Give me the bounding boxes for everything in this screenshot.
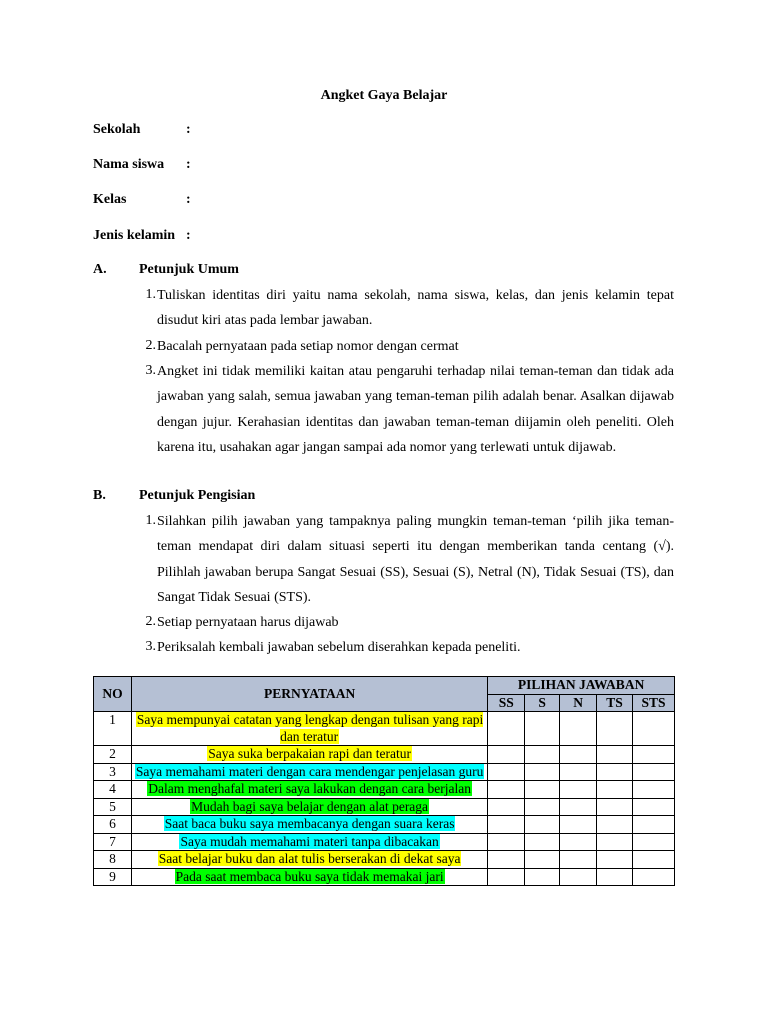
table-row [94,816,675,834]
table-row [94,851,675,869]
section-a-heading [93,262,239,278]
table-row [94,781,675,799]
identity-class [93,192,191,208]
answer-cell-ss[interactable] [488,851,525,869]
answer-cell-n[interactable] [560,833,597,851]
answer-cell-sts[interactable] [632,868,674,886]
answer-cell-ss[interactable] [488,833,525,851]
answer-cell-n[interactable] [560,763,597,781]
statement-text: Mudah bagi saya belajar dengan alat peraga [191,798,429,814]
answer-cell-ts[interactable] [597,746,633,764]
row-number: 5 [94,798,132,816]
row-number: 8 [94,851,132,869]
answer-cell-s[interactable] [525,763,560,781]
section-letter: A. [93,262,107,277]
row-statement [131,712,487,746]
section-title: Petunjuk Pengisian [139,488,256,503]
identity-label: Nama siswa [93,157,165,172]
statement-text: Dalam menghafal materi saya lakukan dengan cara berjalan [148,781,471,796]
answer-cell-sts[interactable] [632,798,674,816]
answer-cell-sts[interactable] [632,833,674,851]
answer-cell-ts[interactable] [597,798,633,816]
header-choice-ss: SS [488,694,525,712]
answer-cell-ts[interactable] [597,763,633,781]
header-choice-s: S [525,694,560,712]
table-row [94,746,675,764]
answer-cell-n[interactable] [560,868,597,886]
statement-text: Saya suka berpakaian rapi dan teratur [208,746,411,761]
item-number: 1. [145,287,156,302]
item-number: 2. [145,614,156,629]
item-text: Silahkan pilih jawaban yang tampaknya paling mungkin teman-teman ‘pilih jika teman-teman mendapat diri dalam situasi seperti itu dengan memberikan tanda centang (√). Pilihlah jawaban berupa Sangat Sesuai (SS), Sesuai (S), Netral (N), Tidak Sesuai (TS), dan Sangat Tidak Sesuai (STS). [157,514,674,605]
answer-cell-s[interactable] [525,712,560,746]
table-row [94,798,675,816]
row-number: 9 [94,868,132,886]
header-statement: PERNYATAAN [131,677,487,712]
identity-name [93,157,191,173]
answer-cell-n[interactable] [560,746,597,764]
item-number: 3. [145,363,156,378]
answer-cell-s[interactable] [525,868,560,886]
statement-text: Saya mempunyai catatan yang lengkap dengan tulisan yang rapi dan teratur [136,712,484,744]
row-statement [131,746,487,764]
row-statement [131,833,487,851]
identity-gender [93,228,191,244]
answer-cell-ss[interactable] [488,868,525,886]
row-number: 2 [94,746,132,764]
answer-cell-n[interactable] [560,816,597,834]
header-choice-ts: TS [597,694,633,712]
table-row [94,763,675,781]
item-text: Bacalah pernyataan pada setiap nomor dengan cermat [157,339,459,354]
identity-colon: : [186,192,191,207]
section-letter: B. [93,488,106,503]
identity-label: Kelas [93,192,127,207]
answer-cell-ts[interactable] [597,816,633,834]
answer-cell-ts[interactable] [597,868,633,886]
identity-label: Sekolah [93,122,141,137]
answer-cell-s[interactable] [525,833,560,851]
row-statement [131,868,487,886]
row-statement [131,798,487,816]
answer-cell-ts[interactable] [597,781,633,799]
row-number: 7 [94,833,132,851]
header-choices: PILIHAN JAWABAN [488,677,675,695]
row-statement [131,816,487,834]
answer-cell-s[interactable] [525,781,560,799]
row-number: 1 [94,712,132,746]
identity-label: Jenis kelamin [93,228,176,243]
page-title: Angket Gaya Belajar [320,88,448,103]
answer-cell-ss[interactable] [488,746,525,764]
answer-cell-n[interactable] [560,798,597,816]
answer-cell-sts[interactable] [632,781,674,799]
section-b-heading [93,488,255,504]
answer-cell-sts[interactable] [632,746,674,764]
table-row [94,833,675,851]
item-text: Periksalah kembali jawaban sebelum diserahkan kepada peneliti. [157,640,521,655]
table-row [94,712,675,746]
header-no: NO [94,677,132,712]
header-choice-n: N [560,694,597,712]
identity-colon: : [186,157,191,172]
identity-colon: : [186,122,191,137]
statement-text: Pada saat membaca buku saya tidak memakai jari [175,868,444,884]
answer-cell-sts[interactable] [632,816,674,834]
answer-cell-s[interactable] [525,746,560,764]
answer-cell-sts[interactable] [632,712,674,746]
item-text: Tuliskan identitas diri yaitu nama sekolah, nama siswa, kelas, dan jenis kelamin tepat disudut kiri atas pada lembar jawaban. [157,288,674,329]
row-statement [131,851,487,869]
row-number: 3 [94,763,132,781]
row-number: 6 [94,816,132,834]
answer-cell-n[interactable] [560,851,597,869]
answer-cell-ts[interactable] [597,712,633,746]
item-text: Setiap pernyataan harus dijawab [157,615,339,630]
row-statement [131,763,487,781]
statement-text: Saya memahami materi dengan cara mendengar penjelasan guru [135,763,484,779]
statement-text: Saat baca buku saya membacanya dengan suara keras [164,816,455,831]
statement-text: Saat belajar buku dan alat tulis berserakan di dekat saya [158,851,461,866]
answer-cell-ts[interactable] [597,851,633,869]
answer-cell-s[interactable] [525,798,560,816]
section-title: Petunjuk Umum [139,262,239,277]
row-number: 4 [94,781,132,799]
answer-cell-n[interactable] [560,781,597,799]
answer-cell-sts[interactable] [632,851,674,869]
row-statement [131,781,487,799]
answer-cell-ss[interactable] [488,763,525,781]
header-choice-sts: STS [632,694,674,712]
item-number: 2. [145,338,156,353]
questionnaire-table [93,676,675,886]
answer-cell-ss[interactable] [488,798,525,816]
answer-cell-s[interactable] [525,851,560,869]
identity-school [93,122,191,138]
answer-cell-s[interactable] [525,816,560,834]
statement-text: Saya mudah memahami materi tanpa dibacakan [180,833,439,849]
answer-cell-n[interactable] [560,712,597,746]
item-number: 1. [145,513,156,528]
table-row [94,868,675,886]
answer-cell-ts[interactable] [597,833,633,851]
identity-colon: : [186,228,191,243]
answer-cell-sts[interactable] [632,763,674,781]
item-text: Angket ini tidak memiliki kaitan atau pengaruhi terhadap nilai teman-teman dan tidak ada jawaban yang salah, semua jawaban yang teman-teman pilih adalah benar. Asalkan dijawab dengan jujur. Kerahasian identitas dan jawaban teman-teman diijamin oleh peneliti. Oleh karena itu, usahakan agar jangan sampai ada nomor yang terlewati untuk dijawab. [157,364,674,455]
answer-cell-ss[interactable] [488,816,525,834]
item-number: 3. [145,639,156,654]
answer-cell-ss[interactable] [488,781,525,799]
answer-cell-ss[interactable] [488,712,525,746]
